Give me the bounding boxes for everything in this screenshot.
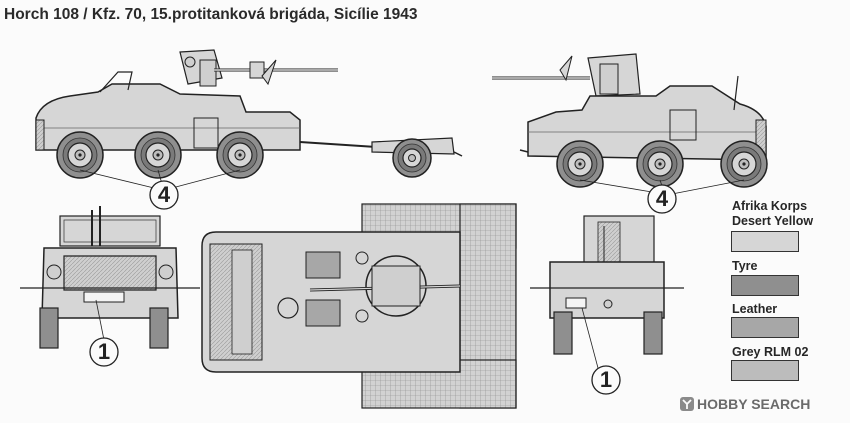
hobby-search-logo-icon — [679, 396, 695, 412]
left-side-view — [36, 50, 462, 209]
legend-swatch-leather — [731, 317, 799, 338]
right-side-view — [492, 54, 767, 213]
callout-right-wheels: 4 — [655, 186, 669, 211]
legend-label-desert-yellow — [732, 199, 813, 229]
callout-front-plate: 1 — [97, 339, 111, 364]
top-view — [202, 204, 516, 408]
legend-label-desert-yellow-text: Afrika Korps Desert Yellow — [732, 199, 814, 228]
legend-swatch-tyre — [731, 275, 799, 296]
legend-label-leather: Leather — [732, 302, 778, 316]
callout-rear-plate: 1 — [599, 367, 613, 392]
watermark-text: HOBBY SEARCH — [697, 396, 811, 412]
callout-left-wheels: 4 — [157, 182, 171, 207]
page-title: Horch 108 / Kfz. 70, 15.protitanková brigáda, Sicílie 1943 — [4, 6, 418, 23]
legend-label-grey-rlm02: Grey RLM 02 — [732, 345, 809, 359]
legend-label-tyre: Tyre — [732, 259, 758, 273]
legend-swatch-grey-rlm02 — [731, 360, 799, 381]
legend-swatch-desert-yellow — [731, 231, 799, 252]
